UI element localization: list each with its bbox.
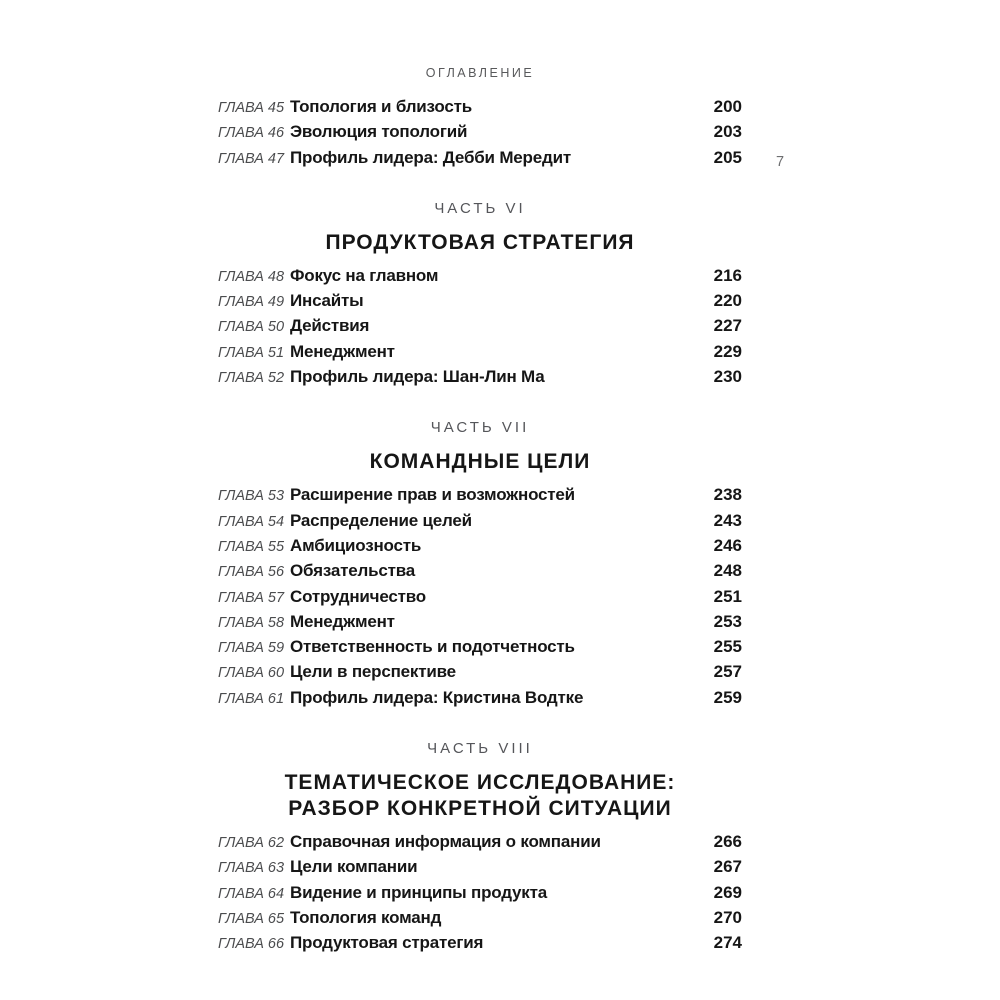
toc-entry — [218, 610, 742, 635]
toc-entry — [218, 686, 742, 711]
chapter-label: ГЛАВА 49 — [218, 294, 285, 311]
toc-entry — [218, 855, 742, 880]
chapter-title: Топология и близость — [290, 97, 472, 116]
part-title-line: ТЕМАТИЧЕСКОЕ ИССЛЕДОВАНИЕ: — [284, 771, 676, 795]
chapter-page-number: 251 — [713, 586, 742, 606]
toc-entry — [218, 830, 742, 855]
chapter-title: Сотрудничество — [290, 586, 426, 606]
part-title-line: КОМАНДНЫЕ ЦЕЛИ — [369, 450, 591, 474]
chapter-label: ГЛАВА 45 — [218, 100, 285, 116]
chapter-title: Видение и принципы продукта — [290, 882, 547, 902]
part-title — [218, 770, 742, 822]
chapter-label: ГЛАВА 59 — [218, 640, 285, 657]
chapter-title: Инсайты — [290, 291, 364, 311]
chapter-title: Топология команд — [290, 907, 442, 927]
chapter-page-number: 255 — [713, 637, 742, 657]
toc-entry — [218, 289, 742, 314]
toc-entry — [218, 509, 742, 534]
toc-entry — [218, 365, 742, 390]
chapter-label: ГЛАВА 48 — [218, 268, 285, 285]
running-head: ОГЛАВЛЕНИЕ — [425, 66, 535, 80]
chapter-page-number: 238 — [713, 485, 742, 505]
chapter-label: ГЛАВА 66 — [218, 936, 285, 953]
chapter-title: Ответственность и подотчетность — [290, 637, 575, 657]
chapter-title: Амбициозность — [290, 535, 422, 555]
chapter-label: ГЛАВА 63 — [218, 860, 285, 877]
part-title-line: РАЗБОР КОНКРЕТНОЙ СИТУАЦИИ — [288, 797, 672, 821]
chapter-label: ГЛАВА 47 — [218, 150, 285, 167]
chapter-label: ГЛАВА 46 — [218, 125, 285, 142]
chapter-label: ГЛАВА 57 — [218, 589, 285, 606]
chapter-label: ГЛАВА 54 — [218, 513, 285, 530]
chapter-page-number: 205 — [713, 147, 742, 167]
toc-section — [218, 95, 742, 171]
part-title — [218, 230, 742, 256]
toc-entry — [218, 635, 742, 660]
toc-entry — [218, 559, 742, 584]
chapter-label: ГЛАВА 60 — [218, 665, 285, 682]
page-number: 7 — [775, 154, 785, 170]
chapter-label: ГЛАВА 58 — [218, 614, 285, 631]
chapter-page-number: 253 — [713, 611, 742, 631]
toc-content — [218, 66, 742, 957]
chapter-page-number: 200 — [713, 97, 742, 116]
toc-entry — [218, 146, 742, 171]
toc-entry — [218, 120, 742, 145]
chapter-label: ГЛАВА 50 — [218, 319, 285, 336]
chapter-label: ГЛАВА 65 — [218, 910, 285, 927]
chapter-label: ГЛАВА 52 — [218, 370, 285, 387]
chapter-page-number: 274 — [713, 933, 742, 953]
chapter-page-number: 246 — [713, 535, 742, 555]
part-label: ЧАСТЬ VI — [434, 199, 526, 217]
chapter-label: ГЛАВА 51 — [218, 344, 285, 361]
chapter-title: Расширение прав и возможностей — [290, 485, 575, 505]
toc-section — [218, 739, 742, 956]
part-title — [218, 449, 742, 475]
chapter-title: Продуктовая стратегия — [290, 933, 484, 953]
toc-entry — [218, 340, 742, 365]
toc-entry — [218, 95, 742, 120]
chapter-title: Эволюция топологий — [290, 122, 468, 142]
chapter-page-number: 243 — [713, 510, 742, 530]
chapter-title: Цели в перспективе — [290, 662, 456, 682]
toc-sections — [218, 95, 742, 957]
part-label: ЧАСТЬ VII — [430, 419, 530, 437]
toc-entry — [218, 931, 742, 956]
chapter-page-number: 227 — [713, 316, 742, 336]
chapter-label: ГЛАВА 53 — [218, 488, 285, 505]
chapter-page-number: 229 — [713, 341, 742, 361]
chapter-page-number: 248 — [713, 561, 742, 581]
chapter-title: Обязательства — [290, 561, 415, 581]
toc-entry — [218, 881, 742, 906]
toc-entry — [218, 585, 742, 610]
chapter-label: ГЛАВА 56 — [218, 564, 285, 581]
chapter-title: Менеджмент — [290, 341, 395, 361]
toc-entry — [218, 906, 742, 931]
chapter-page-number: 216 — [713, 265, 742, 285]
chapter-title: Профиль лидера: Дебби Мередит — [290, 147, 571, 167]
toc-entry — [218, 264, 742, 289]
chapter-title: Менеджмент — [290, 611, 395, 631]
chapter-label: ГЛАВА 55 — [218, 538, 285, 555]
chapter-title: Цели компании — [290, 857, 418, 877]
toc-section — [218, 418, 742, 711]
chapter-page-number: 259 — [713, 687, 742, 707]
toc-entry — [218, 534, 742, 559]
chapter-page-number: 257 — [713, 662, 742, 682]
chapter-title: Распределение целей — [290, 510, 472, 530]
chapter-page-number: 203 — [713, 122, 742, 142]
chapter-page-number: 266 — [713, 832, 742, 852]
chapter-title: Справочная информация о компании — [290, 832, 601, 852]
toc-entry — [218, 314, 742, 339]
part-label: ЧАСТЬ VIII — [427, 740, 533, 758]
chapter-title: Фокус на главном — [290, 265, 439, 285]
chapter-page-number: 269 — [713, 882, 742, 902]
chapter-title: Профиль лидера: Шан-Лин Ма — [290, 367, 545, 387]
toc-entry — [218, 483, 742, 508]
part-title-line: ПРОДУКТОВАЯ СТРАТЕГИЯ — [325, 230, 635, 254]
chapter-label: ГЛАВА 64 — [218, 885, 285, 902]
chapter-title: Действия — [290, 316, 370, 336]
chapter-page-number: 230 — [713, 367, 742, 387]
toc-section — [218, 199, 742, 390]
toc-entry — [218, 660, 742, 685]
chapter-title: Профиль лидера: Кристина Водтке — [290, 687, 584, 707]
chapter-label: ГЛАВА 62 — [218, 835, 285, 852]
chapter-page-number: 220 — [713, 291, 742, 311]
chapter-page-number: 270 — [713, 907, 742, 927]
chapter-page-number: 267 — [713, 857, 742, 877]
chapter-label: ГЛАВА 61 — [218, 690, 285, 707]
